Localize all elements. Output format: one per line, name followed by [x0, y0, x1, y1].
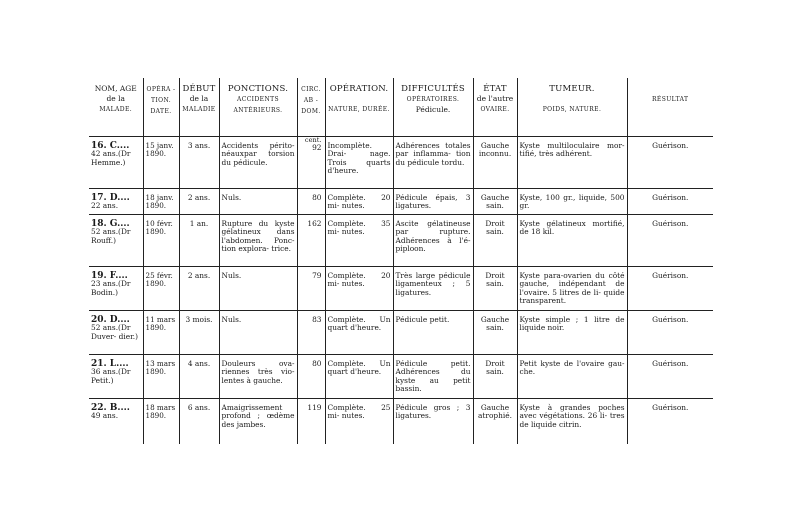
header-row — [89, 78, 713, 136]
cell-difficultes — [393, 398, 473, 444]
cell-tumeur — [517, 188, 627, 214]
cell-date — [143, 310, 179, 354]
cell-ponctions — [219, 310, 297, 354]
cell-tumeur — [517, 266, 627, 310]
cell-operation — [325, 266, 393, 310]
table-body — [89, 136, 713, 444]
cell-debut — [179, 214, 219, 266]
cell-difficultes — [393, 188, 473, 214]
cell-circ — [297, 310, 325, 354]
cell-circ — [297, 136, 325, 188]
date-text: 15 janv. 1890. — [145, 140, 174, 159]
difficultes-text: Très large pédicule ligamenteux ; 5 ligatures. — [395, 270, 471, 297]
operation-text: Complète. Un quart d'heure. — [327, 314, 391, 333]
patient-age-doctor: 52 ans.(Dr Duver- dier.) — [91, 323, 139, 341]
tumeur-text: Kyste à grandes poches avec végétations. 26 li- tres de liquide citrin. — [519, 402, 625, 429]
debut-text: 3 mois. — [185, 314, 213, 324]
header-etat: ÉTAT de l'autre OVAIRE. — [473, 78, 517, 136]
ovariotomy-table-page — [89, 78, 713, 444]
table-row — [89, 354, 713, 398]
operation-text: Complète. Un quart d'heure. — [327, 358, 391, 377]
tumeur-text: Kyste simple ; 1 litre de liquide noir. — [519, 314, 625, 333]
circ-text: 162 — [307, 218, 322, 228]
header-debut: DÉBUT de la MALADIE — [179, 78, 219, 136]
circ-text: 79 — [312, 270, 322, 280]
etat-text: Gauche atrophié. — [478, 402, 512, 421]
cell-ponctions — [219, 214, 297, 266]
date-text: 10 févr. 1890. — [145, 218, 173, 237]
patient-number: 18. G.... — [91, 218, 130, 229]
ovariotomy-table — [89, 78, 713, 444]
difficultes-text: Pédicule épais, 3 ligatures. — [395, 192, 471, 211]
cell-difficultes — [393, 136, 473, 188]
cell-etat — [473, 310, 517, 354]
cell-operation — [325, 398, 393, 444]
patient-number: 16. C.... — [91, 140, 130, 151]
ponctions-text: Nuls. — [221, 314, 242, 324]
patient-number: 22. B.... — [91, 402, 130, 413]
operation-text: Complète. 20 mi- nutes. — [327, 270, 391, 289]
etat-text: Droit sain. — [485, 358, 505, 377]
debut-text: 2 ans. — [187, 270, 211, 280]
cell-name — [89, 188, 143, 214]
ponctions-text: Accidents périto- néauxpar torsion du pédicule. — [221, 140, 295, 167]
table-row — [89, 266, 713, 310]
header-resultat: RÉSULTAT — [627, 78, 713, 136]
header-nom: NOM, AGE de la MALADE. — [89, 78, 143, 136]
tumeur-text: Kyste, 100 gr., liquide, 500 gr. — [519, 192, 625, 211]
cell-tumeur — [517, 354, 627, 398]
operation-text: Complète. 25 mi- nutes. — [327, 402, 391, 421]
circ-text: 80 — [312, 192, 322, 202]
ponctions-text: Nuls. — [221, 270, 242, 280]
circ-text: 119 — [307, 402, 322, 412]
cell-debut — [179, 310, 219, 354]
cell-name — [89, 214, 143, 266]
cell-circ — [297, 214, 325, 266]
cell-ponctions — [219, 398, 297, 444]
date-text: 25 févr. 1890. — [145, 270, 173, 289]
cell-operation — [325, 136, 393, 188]
cell-circ — [297, 188, 325, 214]
patient-number: 21. L.... — [91, 358, 129, 369]
cell-date — [143, 354, 179, 398]
table-row — [89, 136, 713, 188]
difficultes-text: Adhérences totales par inflamma- tion du pédicule tordu. — [395, 140, 471, 167]
cell-ponctions — [219, 136, 297, 188]
cell-date — [143, 214, 179, 266]
cell-ponctions — [219, 354, 297, 398]
patient-age-doctor: 22 ans. — [91, 201, 119, 211]
table-row — [89, 310, 713, 354]
operation-text: Complète. 35 mi- nutes. — [327, 218, 391, 237]
resultat-text: Guérison. — [652, 218, 689, 228]
cell-date — [143, 188, 179, 214]
cell-tumeur — [517, 310, 627, 354]
cell-circ — [297, 354, 325, 398]
debut-text: 1 an. — [189, 218, 209, 228]
patient-number: 19. F.... — [91, 270, 128, 281]
table-row — [89, 214, 713, 266]
date-text: 11 mars 1890. — [145, 314, 176, 333]
cell-resultat — [627, 354, 713, 398]
date-text: 13 mars 1890. — [145, 358, 176, 377]
ponctions-text: Nuls. — [221, 192, 242, 202]
difficultes-text: Pédicule petit. Adhérences du kyste au petit bassin. — [395, 358, 471, 394]
cell-difficultes — [393, 354, 473, 398]
cell-name — [89, 310, 143, 354]
cell-resultat — [627, 214, 713, 266]
cell-date — [143, 136, 179, 188]
tumeur-text: Kyste multiloculaire mor- tifié, très adhérent. — [519, 140, 625, 159]
circ-text: 83 — [312, 314, 322, 324]
difficultes-text: Ascite gélatineuse par rupture. Adhérences à l'é- piploon. — [395, 218, 471, 254]
cell-resultat — [627, 188, 713, 214]
ponctions-text: Amaigrissement profond ; œdème des jambes. — [221, 402, 295, 429]
cell-ponctions — [219, 266, 297, 310]
date-text: 18 janv. 1890. — [145, 192, 174, 211]
header-operation: OPÉRATION. NATURE, DURÉE. — [325, 78, 393, 136]
cell-name — [89, 354, 143, 398]
cell-circ — [297, 266, 325, 310]
header-operation-date: OPÉRA - TION. DATE. — [143, 78, 179, 136]
header-difficultes: DIFFICULTÉS OPÉRATOIRES. Pédicule. — [393, 78, 473, 136]
cell-difficultes — [393, 310, 473, 354]
cell-etat — [473, 354, 517, 398]
resultat-text: Guérison. — [652, 402, 689, 412]
cell-operation — [325, 214, 393, 266]
cell-difficultes — [393, 214, 473, 266]
patient-age-doctor: 52 ans.(Dr Rouff.) — [91, 227, 131, 245]
cell-tumeur — [517, 136, 627, 188]
cell-etat — [473, 398, 517, 444]
header-ponctions: PONCTIONS. ACCIDENTS ANTÉRIEURS. — [219, 78, 297, 136]
cell-name — [89, 266, 143, 310]
table-row — [89, 398, 713, 444]
patient-age-doctor: 49 ans. — [91, 411, 119, 421]
patient-age-doctor: 23 ans.(Dr Bodin.) — [91, 279, 131, 297]
cell-resultat — [627, 398, 713, 444]
cell-operation — [325, 188, 393, 214]
cell-tumeur — [517, 214, 627, 266]
patient-age-doctor: 42 ans.(Dr Hemme.) — [91, 149, 131, 167]
resultat-text: Guérison. — [652, 192, 689, 202]
cell-resultat — [627, 266, 713, 310]
circ-text: 80 — [312, 358, 322, 368]
table-row — [89, 188, 713, 214]
resultat-text: Guérison. — [652, 140, 689, 150]
patient-number: 17. D.... — [91, 192, 130, 203]
ponctions-text: Rupture du kyste gélatineux dans l'abdomen. Ponc- tion explora- trice. — [221, 218, 295, 254]
etat-text: Droit sain. — [485, 218, 505, 237]
cell-operation — [325, 354, 393, 398]
debut-text: 4 ans. — [187, 358, 211, 368]
cell-difficultes — [393, 266, 473, 310]
difficultes-text: Pédicule gros ; 3 ligatures. — [395, 402, 471, 421]
cell-debut — [179, 136, 219, 188]
cell-etat — [473, 266, 517, 310]
tumeur-text: Kyste para-ovarien du côté gauche, indépendant de l'ovaire. 5 litres de li- quide transparent. — [519, 270, 625, 306]
etat-text: Gauche sain. — [480, 314, 510, 333]
cell-name — [89, 136, 143, 188]
cell-date — [143, 266, 179, 310]
date-text: 18 mars 1890. — [145, 402, 176, 421]
etat-text: Gauche inconnu. — [478, 140, 512, 159]
cell-etat — [473, 136, 517, 188]
ponctions-text: Douleurs ova- riennes très vio- lentes à gauche. — [221, 358, 295, 385]
patient-number: 20. D.... — [91, 314, 130, 325]
operation-text: Incomplète. Drai- nage. Trois quarts d'heure. — [327, 140, 391, 176]
cell-tumeur — [517, 398, 627, 444]
cell-debut — [179, 266, 219, 310]
cell-operation — [325, 310, 393, 354]
etat-text: Gauche sain. — [480, 192, 510, 211]
resultat-text: Guérison. — [652, 314, 689, 324]
cell-circ — [297, 398, 325, 444]
header-circ: CIRC. AB - DOM. — [297, 78, 325, 136]
resultat-text: Guérison. — [652, 358, 689, 368]
cell-date — [143, 398, 179, 444]
patient-age-doctor: 36 ans.(Dr Petit.) — [91, 367, 131, 385]
debut-text: 2 ans. — [187, 192, 211, 202]
cell-etat — [473, 214, 517, 266]
etat-text: Droit sain. — [485, 270, 505, 289]
cell-debut — [179, 354, 219, 398]
cell-resultat — [627, 136, 713, 188]
cell-etat — [473, 188, 517, 214]
operation-text: Complète. 20 mi- nutes. — [327, 192, 391, 211]
circ-unit: cent. — [304, 136, 322, 144]
tumeur-text: Petit kyste de l'ovaire gau- che. — [519, 358, 625, 377]
debut-text: 6 ans. — [187, 402, 211, 412]
cell-debut — [179, 188, 219, 214]
difficultes-text: Pédicule petit. — [395, 314, 450, 324]
cell-ponctions — [219, 188, 297, 214]
header-tumeur: TUMEUR. POIDS, NATURE. — [517, 78, 627, 136]
cell-resultat — [627, 310, 713, 354]
cell-debut — [179, 398, 219, 444]
circ-value: 92 — [312, 142, 322, 152]
debut-text: 3 ans. — [187, 140, 211, 150]
resultat-text: Guérison. — [652, 270, 689, 280]
cell-name — [89, 398, 143, 444]
tumeur-text: Kyste gélatineux mortifié, de 18 kil. — [519, 218, 625, 237]
